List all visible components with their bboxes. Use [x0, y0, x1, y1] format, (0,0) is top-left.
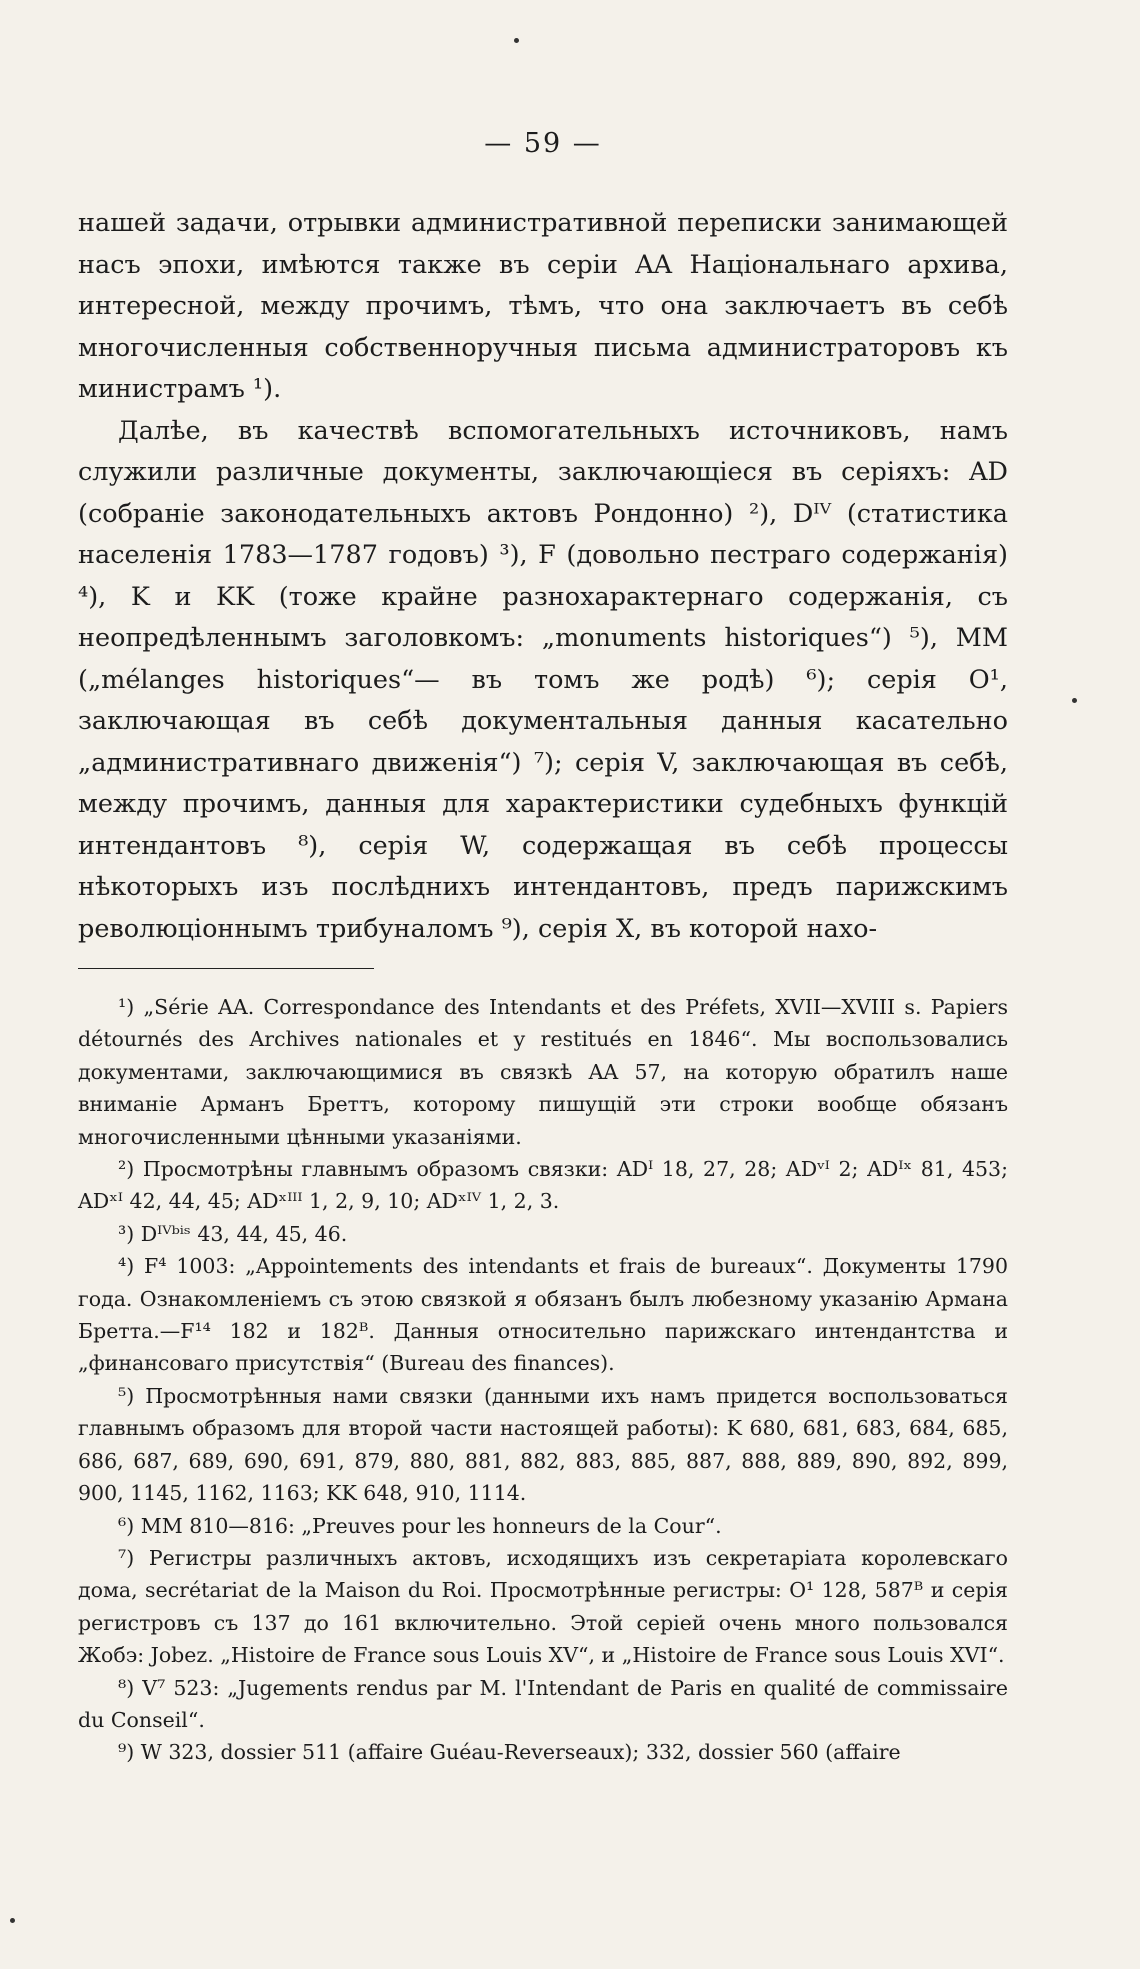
footnote-6: ⁶) MM 810—816: „Preuves pour les honneurs de la Cour“.	[118, 1513, 722, 1538]
footnotes	[78, 991, 1008, 1769]
footnote-7: ⁷) Регистры различныхъ актовъ, исходящихъ изъ секретаріата королевскаго дома, secrétariat de la Maison du Roi. Просмотрѣнные регистры: O¹ 128, 587ᴮ и серія регистровъ съ 137 до 161 включительно. Этой серіей очень много пользовался Жобэ: Jobez. „Histoire de France sous Louis XV“, и „Histoire de France sous Louis XVI“.	[78, 1545, 1008, 1668]
footnote-separator	[78, 968, 374, 969]
margin-speck-right	[1072, 698, 1077, 703]
footnote-9: ⁹) W 323, dossier 511 (affaire Guéau-Reverseaux); 332, dossier 560 (affaire	[118, 1740, 901, 1765]
footnote-1: ¹) „Série AA. Correspondance des Intendants et des Préfets, XVII—XVIII s. Papiers détournés des Archives nationales et y restitués en 1846“. Мы воспользовались документами, заключающимися въ связкѣ AA 57, на которую обратилъ наше вниманіе Арманъ Бреттъ, которому пишущій эти строки вообще обязанъ многочисленными цѣнными указаніями.	[78, 995, 1008, 1149]
margin-speck-bottom	[10, 1918, 15, 1923]
paragraph-1: нашей задачи, отрывки административной переписки занимающей насъ эпохи, имѣются также въ серіи AA Національнаго архива, интересной, между прочимъ, тѣмъ, что она заключаетъ въ себѣ многочисленныя собственноручныя письма администраторовъ къ министрамъ ¹).	[78, 208, 1008, 404]
book-page	[78, 128, 1008, 1769]
footnote-8: ⁸) V⁷ 523: „Jugements rendus par M. l'Intendant de Paris en qualité de commissaire du Conseil“.	[78, 1675, 1008, 1732]
page-number: — 59 —	[484, 128, 602, 159]
main-text	[78, 203, 1008, 950]
footnote-4: ⁴) F⁴ 1003: „Appointements des intendants et frais de bureaux“. Документы 1790 года. Ознакомленіемъ съ этою связкой я обязанъ былъ любезному указанію Армана Бретта.—F¹⁴ 182 и 182ᴮ. Данныя относительно парижскаго интендантства и „финансоваго присутствія“ (Bureau des finances).	[78, 1254, 1008, 1376]
footnote-2: ²) Просмотрѣны главнымъ образомъ связки: ADᴵ 18, 27, 28; ADᵛᴵ 2; ADᴵˣ 81, 453; ADˣᴵ 42, 44, 45; ADˣᴵᴵᴵ 1, 2, 9, 10; ADˣᴵⱽ 1, 2, 3.	[78, 1157, 1008, 1214]
footnote-3: ³) Dᴵⱽᵇⁱˢ 43, 44, 45, 46.	[118, 1221, 348, 1246]
paragraph-2: Далѣе, въ качествѣ вспомогательныхъ источниковъ, намъ служили различные документы, заключающіеся въ серіяхъ: AD (собраніе законодательныхъ актовъ Рондонно) ²), Dᴵⱽ (статистика населенія 1783—1787 годовъ) ³), F (довольно пестраго содержанія) ⁴), K и KK (тоже крайне разнохарактернаго содержанія, съ неопредѣленнымъ заголовкомъ: „monuments historiques“) ⁵), MM („mélanges historiques“— въ томъ же родѣ) ⁶); серія O¹, заключающая въ себѣ документальныя данныя касательно „административнаго движенія“) ⁷); серія V, заключающая въ себѣ, между прочимъ, данныя для характеристики судебныхъ функцій интендантовъ ⁸), серія W, содержащая въ себѣ процессы нѣкоторыхъ изъ послѣднихъ интендантовъ, предъ парижскимъ революціоннымъ трибуналомъ ⁹), серія X, въ которой нахо-	[78, 415, 1008, 944]
margin-speck-top	[514, 38, 519, 43]
footnote-5: ⁵) Просмотрѣнныя нами связки (данными ихъ намъ придется воспользоваться главнымъ образомъ для второй части настоящей работы): K 680, 681, 683, 684, 685, 686, 687, 689, 690, 691, 879, 880, 881, 882, 883, 885, 887, 888, 889, 890, 892, 899, 900, 1145, 1162, 1163; KK 648, 910, 1114.	[78, 1383, 1008, 1506]
